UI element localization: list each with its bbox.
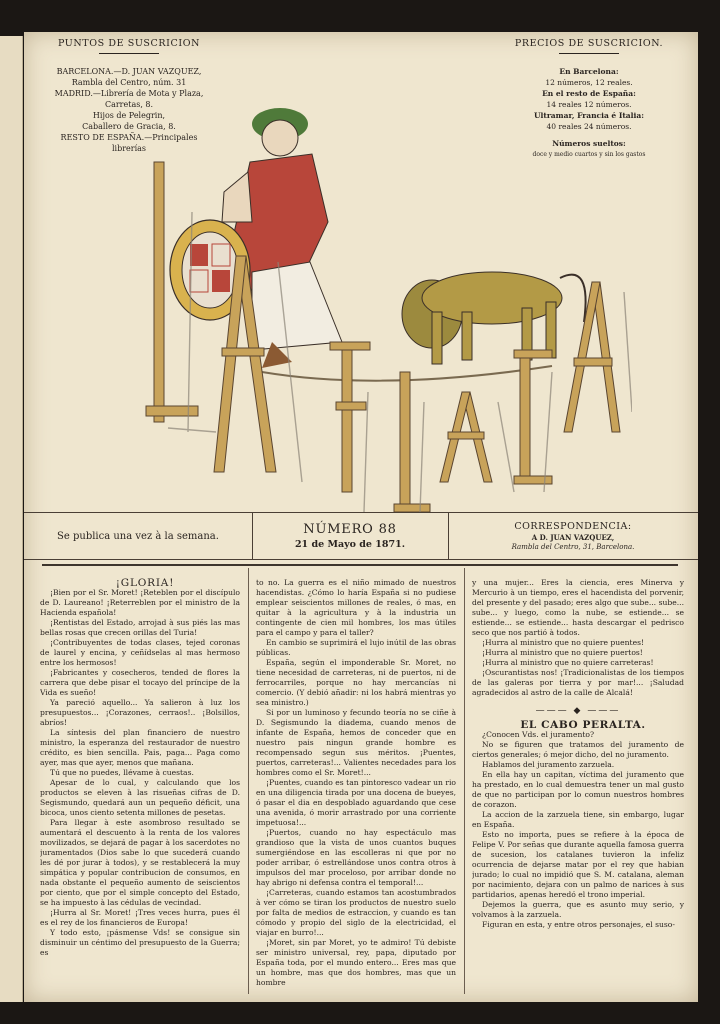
article-column-3 (472, 578, 684, 996)
issue-date: 21 de Mayo de 1871. (294, 539, 406, 550)
article-paragraph: to no. La guerra es el niño mimado de nuestros hacendistas. ¿Cómo lo haría España si no pudiese emplear seiscientos millones de reales, ó mas, en quitar à la agricultura y à la industria un contingente de cien mil hombres, los mas útiles para el campo y para el taller? (256, 578, 456, 637)
price-line: Ultramar, Francia é Italia: (534, 111, 644, 120)
article-paragraph: ¡Puertos, cuando no hay espectáculo mas grandioso que la vista de unos cuantos buques sumergiéndose en las escolleras ni que por no poder arribar, ó estrellándose unos contra otros à impulsos del mar proceloso, por arribar donde no hay abrigo ni defensa contra el temporal!... (256, 828, 456, 887)
subscription-line: RESTO DE ESPAÑA.—Principales (60, 133, 198, 142)
issue-info-bar (24, 512, 698, 560)
article-paragraph: La síntesis del plan financiero de nuestro ministro, la esperanza del restaurador de nuestro crédito, es bien sencilla. Pais, paga... Paga como ayer, mas que ayer, menos que mañana. (40, 728, 240, 767)
article-paragraph: No se figuren que tratamos del juramento de ciertos generales; ó mejor dicho, del no juramento. (472, 740, 684, 759)
ornamental-rule: ——— ◆ ——— (535, 706, 621, 716)
article-paragraph: Esto no importa, pues se refiere à la época de Felipe V. Por señas que durante aquella famosa guerra de sucesion, los catalanes tuvieron la infeliz ocurrencia de dejarse matar por el rey que habian jurado; lo cual no impidió que S. M. catalana, aleman por nacimiento, dejara con un palmo de narices à sus partidarios, apenas heredó el trono imperial. (472, 830, 684, 899)
section-divider (42, 564, 678, 566)
column-separator (464, 568, 465, 994)
article-paragraph: España, según el imponderable Sr. Moret, no tiene necesidad de carreteras, ni de puertos, ni de ferrocarriles, porque no hay mercancías ni comercio. (Y debió añadir: ni los habrá mientras yo sea ministro.) (256, 658, 456, 707)
article-paragraph: ¡Moret, sin par Moret, yo te admiro! Tú debiste ser ministro universal, rey, papa, diputado por España toda, por el mundo entero... Eres mas que un hombre, mas que dos hombres, mas que un hombre (256, 938, 456, 987)
article-paragraph: ¡Puentes, cuando es tan pintoresco vadear un rio en una diligencia tirada por una docena de bueyes, ó pasar el dia en despoblado aguardando que cese una avenida, ó morir arrastrado por una corriente impetuosa!... (256, 778, 456, 827)
article-paragraph: Si por un luminoso y fecundo teoría no se ciñe à D. Segismundo la diadema, cuando menos de infante de España, hemos de conceder que en nuestro pais ningun grande hombre es recompensado segun sus méritos. ¡Puentes, puertos, carreteras!... Valientes necedades para los hombres como el Sr. Moret!... (256, 708, 456, 777)
price-line: En el resto de España: (542, 89, 636, 98)
issue-number-block (252, 513, 449, 559)
subscription-line: Rambla del Centro, núm. 31 (71, 78, 187, 87)
article-paragraph: ¿Conocen Vds. el juramento? (482, 730, 595, 739)
subscription-points-title: PUNTOS DE SUSCRICION (44, 38, 214, 54)
subscription-line: Carretas, 8. (104, 100, 154, 109)
subscription-line: Hijos de Pelegrin, (92, 111, 166, 120)
publication-frequency: Se publica una vez à la semana. (24, 513, 253, 559)
masthead-illustration (132, 72, 632, 552)
article-paragraph: ¡Rentistas del Estado, arrojad à sus piés las mas bellas rosas que crecen orillas del Turia! (40, 618, 240, 637)
correspondence-recipient: A D. JUAN VAZQUEZ, (531, 533, 615, 542)
article-paragraph: Y todo esto, ¡pásmense Vds! se consigue sin disminuir un céntimo del presupuesto de la Guerra; es (40, 928, 240, 957)
article-paragraph: ¡Hurra al ministro que no quiere puertos! (482, 648, 643, 657)
subscription-line: librerías (111, 144, 147, 153)
article-column-2 (256, 578, 456, 996)
price-line: Números sueltos: (552, 139, 626, 148)
article-paragraph: En cambio se suprimirá el lujo inútil de las obras públicas. (256, 638, 456, 657)
article-paragraph: ¡Hurra al Sr. Moret! ¡Tres veces hurra, pues él es el rey de los financieros de Europa! (40, 908, 240, 927)
article-paragraph: ¡Contribuyentes de todas clases, tejed coronas de laurel y encina, y ceñídselas al mas hermoso entre los hermosos! (40, 638, 240, 667)
article-paragraph: Figuran en esta, y entre otros personajes, el suso- (482, 920, 675, 929)
price-line: doce y medio cuartos y sin los gastos (532, 151, 646, 158)
adjacent-page-edge (0, 36, 23, 1002)
article-paragraph: La accion de la zarzuela tiene, sin embargo, lugar en España. (472, 810, 684, 829)
subscription-line: Caballero de Gracia, 8. (82, 122, 176, 131)
price-line: En Barcelona: (559, 67, 619, 76)
article-paragraph: ¡Bien por el Sr. Moret! ¡Reteblen por el discípulo de D. Laureano! ¡Reterreblen por el ministro de la Hacienda española! (40, 588, 240, 617)
newspaper-page (24, 32, 698, 1002)
article-paragraph: Tú que no puedes, llévame à cuestas. (50, 768, 194, 777)
article-title: ¡GLORIA! (115, 578, 175, 589)
article-paragraph: ¡Hurra al ministro que no quiere carreteras! (482, 658, 654, 667)
article-paragraph: Dejemos la guerra, que es asunto muy serio, y volvamos à la zarzuela. (472, 900, 684, 919)
article-paragraph: Hablamos del juramento zarzuela. (482, 760, 615, 769)
article-paragraph: En ella hay un capitan, víctima del juramento que ha prestado, en lo cual demuestra tener un mal gusto de que no participan por lo comun nuestros hombres de corazon. (472, 770, 684, 809)
article-column-1 (40, 578, 240, 996)
subscription-line: MADRID.—Librería de Mota y Plaza, (54, 89, 204, 98)
article-paragraph: y una mujer... Eres la ciencia, eres Minerva y Mercurio à un tiempo, eres el hacendista del porvenir, del presente y del pasado; eres algo que sube... sube... sube... y luego, como la nube, se estiende... se estiende... se estiende... hasta descargar el pedrisco seco que nos partió à todos. (472, 578, 684, 637)
subscription-prices-title: PRECIOS DE SUSCRICION. (494, 38, 684, 54)
article-paragraph: Ya pareció aquello... Ya salieron à luz los presupuestos... ¡Corazones, cerraos!.. ¡Bolsillos, abríos! (40, 698, 240, 727)
article-paragraph: ¡Fabricantes y cosecheros, tended de flores la carrera que debe pisar el tocayo del príncipe de la Vida es sueño! (40, 668, 240, 697)
correspondence-address: Rambla del Centro, 31, Barcelona. (511, 543, 635, 551)
price-line: 12 números, 12 reales. (545, 78, 633, 87)
price-line: 40 reales 24 números. (546, 122, 632, 131)
article-paragraph: ¡Hurra al ministro que no quiere puentes! (482, 638, 645, 647)
subscription-line: BARCELONA.—D. JUAN VAZQUEZ, (56, 67, 202, 76)
article-paragraph: Apesar de lo cual, y calculando que los productos se eleven à las risueñas cifras de D. Segismundo, quedará aun un pequeño déficit, una bicoca, unos ciento setenta millones de pesetas. (40, 778, 240, 817)
article-title: EL CABO PERALTA. (520, 719, 646, 731)
column-separator (248, 568, 249, 994)
article-paragraph: Para llegar à este asombroso resultado se aumentará el descuento à la renta de los valores movilizados, se dejará de pagar à los sacerdotes no juramentados (Dios sabe lo que sucederá cuando les dé por jurar à todos), y se restablecerá la muy simpática y popular contribucion de consumos, en nada obstante el pequeño aumento de seiscientos por ciento, que por el simple concepto del Estado, se ha impuesto à las cédulas de vecindad. (40, 818, 240, 907)
article-paragraph: ¡Oscurantistas nos! ¡Tradicionalistas de los tiempos de las galeras por tierra y por mar!... ¡Saludad agradecidos al astro de la calle de Alcalá! (472, 668, 684, 697)
correspondence-title: CORRESPONDENCIA: (514, 521, 632, 532)
correspondence-block (448, 513, 698, 559)
lion (402, 272, 586, 364)
price-line: 14 reales 12 números. (546, 100, 632, 109)
issue-number: NÚMERO 88 (303, 522, 397, 537)
article-paragraph: ¡Carreteras, cuando estamos tan acostumbrados à ver cómo se tiran los productos de nuestro suelo por falta de medios de estraccion, y cuando es tan cómodo y propio del siglo de la electricidad, el viajar en burro!... (256, 888, 456, 937)
